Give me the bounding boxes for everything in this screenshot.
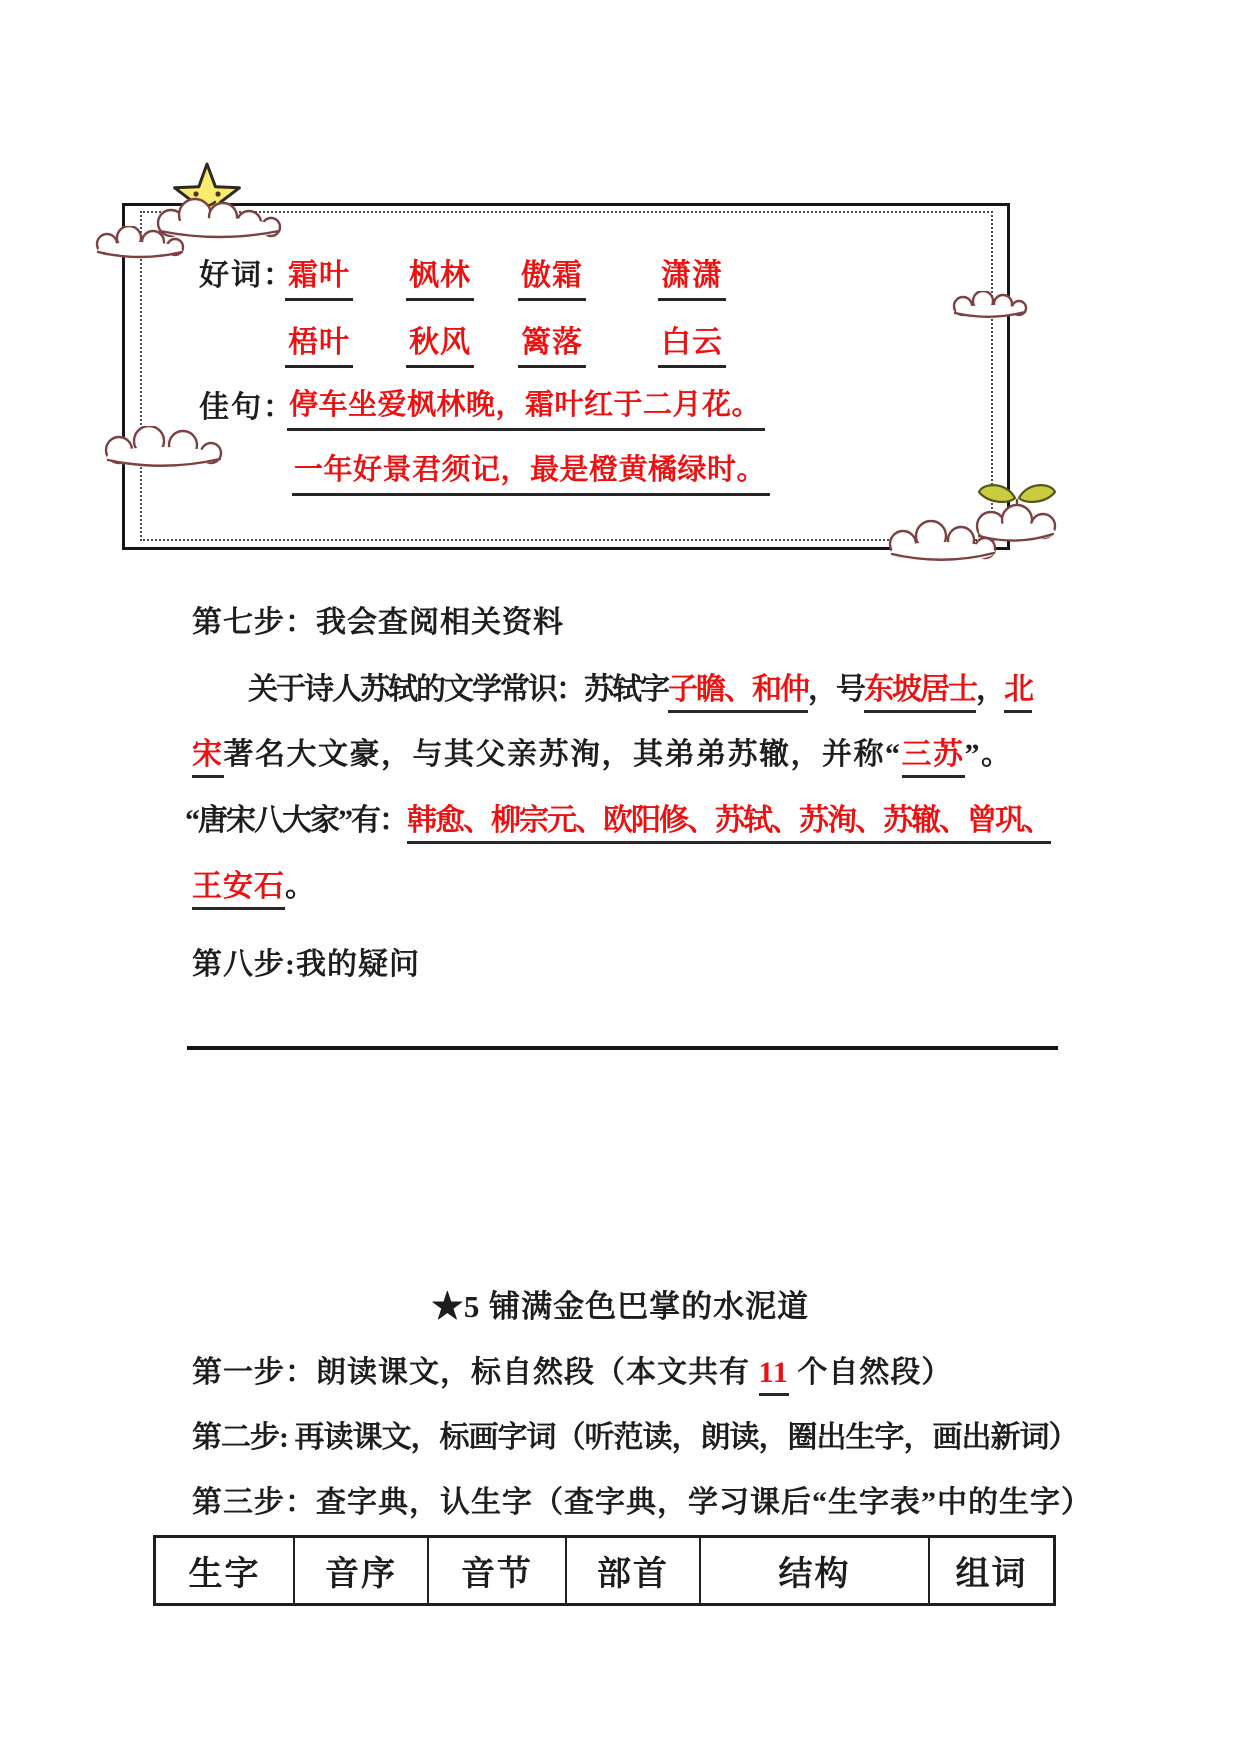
eight-masters-line-2: [192, 861, 316, 905]
good-word: 梧叶: [285, 317, 353, 368]
good-word: 傲霜: [518, 250, 586, 301]
cloud-icon: [945, 291, 1033, 321]
table-header-cell: 结构: [701, 1538, 930, 1603]
red-answer-text: 东坡居士: [864, 673, 976, 713]
table-header-cell: 部首: [567, 1538, 701, 1603]
step8-heading: 第八步:我的疑问: [192, 948, 420, 981]
table-header-cell: 组词: [955, 1556, 1028, 1593]
table-header-cell: 音节: [429, 1538, 567, 1603]
good-words-row-2: [125, 317, 1007, 359]
text-segment: ，: [976, 673, 1004, 706]
red-answer-text: 11: [759, 1356, 789, 1396]
lesson-step1: [192, 1347, 952, 1391]
new-characters-table: [153, 1535, 1056, 1606]
table-header-cell: 生字: [156, 1538, 295, 1603]
highlight-box: [122, 203, 1010, 550]
lesson-step2: 第二步: 再读课文，标画字词（听范读，朗读，圈出生字，画出新词）: [192, 1421, 1078, 1454]
red-answer-text: 子瞻、和仲: [668, 673, 808, 713]
good-sentence-row-1: [125, 382, 1007, 424]
text-segment: 第一步：朗读课文，标自然段（本文共有: [192, 1356, 759, 1389]
eight-masters-line-1: [185, 795, 1051, 839]
text-segment: 。: [285, 870, 316, 903]
good-words-label: 好词：: [199, 259, 295, 292]
table-header-cell: 音序: [295, 1538, 429, 1603]
section-divider-rule: [187, 1046, 1058, 1050]
good-sentence-1: 停车坐爱枫林晚，霜叶红于二月花。: [287, 382, 765, 431]
su-shi-facts-line-1: [192, 664, 1032, 708]
text-segment: 关于诗人苏轼的文学常识：苏轼字: [248, 673, 668, 706]
good-sentence-2: 一年好景君须记，最是橙黄橘绿时。: [292, 447, 770, 496]
cloud-icon: [890, 505, 1055, 562]
cloud-icon: [93, 426, 238, 472]
text-segment: ，号: [808, 673, 864, 706]
text-segment: ”。: [964, 738, 1013, 771]
lesson-step3: 第三步：查字典，认生字（查字典，学习课后“生字表”中的生字）: [192, 1486, 1092, 1519]
good-word: 篱落: [518, 317, 586, 368]
red-answer-text: 三苏: [902, 738, 965, 778]
good-word: 秋风: [406, 317, 474, 368]
su-shi-facts-line-2: [192, 729, 1013, 773]
text-segment: 著名大文豪，与其父亲苏洵，其弟弟苏辙，并称“: [223, 738, 902, 771]
lesson-title: ★5 铺满金色巴掌的水泥道: [431, 1289, 810, 1324]
good-word: 潇潇: [658, 250, 726, 301]
good-word: 霜叶: [285, 250, 353, 301]
good-word: 白云: [658, 317, 726, 368]
good-word: 枫林: [406, 250, 474, 301]
sprout-on-cloud-icon: [869, 478, 1075, 566]
good-words-row-1: [125, 250, 1007, 292]
red-answer-text: 王安石: [192, 870, 285, 910]
good-sentence-label: 佳句：: [199, 391, 295, 424]
red-answer-text: 北: [1004, 673, 1032, 713]
step7-heading: 第七步：我会查阅相关资料: [192, 606, 564, 639]
text-segment: “唐宋八大家”有：: [185, 804, 407, 837]
red-answer-text: 宋: [192, 738, 224, 778]
red-answer-text: 韩愈、柳宗元、欧阳修、苏轼、苏洵、苏辙、曾巩、: [407, 804, 1051, 844]
cloud-icon: [85, 226, 195, 262]
text-segment: 个自然段）: [788, 1356, 953, 1389]
